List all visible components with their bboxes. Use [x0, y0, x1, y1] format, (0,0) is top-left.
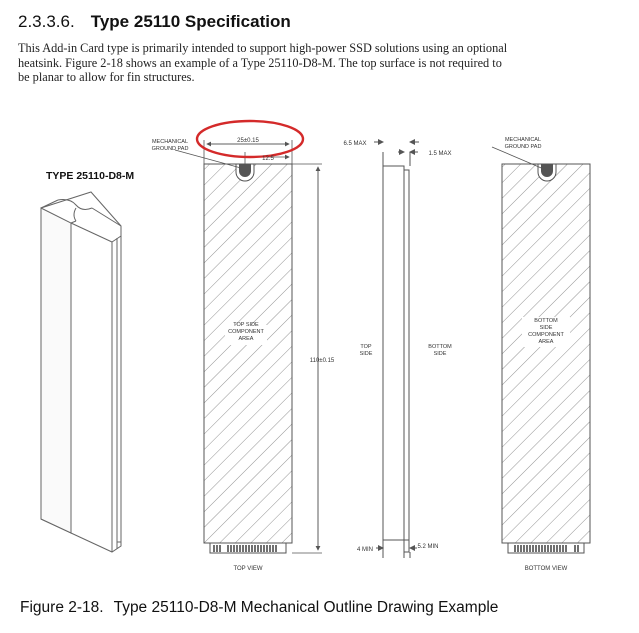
top-area-label: TOP SIDE: [233, 322, 259, 328]
top-area-label: COMPONENT: [228, 329, 264, 335]
min-dimension: 5.2 MIN: [417, 544, 439, 550]
top-side-label: TOP: [360, 344, 372, 350]
ground-pad-label: GROUND PAD: [504, 144, 542, 150]
figure-title: Type 25110-D8-M Mechanical Outline Drawing Example: [113, 599, 499, 616]
max-dimension: 1.5 MAX: [428, 151, 452, 157]
bottom-view-label: BOTTOM VIEW: [524, 566, 568, 572]
bottom-view-card: [492, 147, 590, 553]
bottom-side-label: SIDE: [433, 351, 447, 357]
top-side-label: SIDE: [359, 351, 373, 357]
type-label: TYPE 25110-D8-M: [46, 170, 135, 182]
figure-caption: [20, 599, 498, 617]
side-view: [374, 142, 419, 558]
section-title: Type 25110 Specification: [90, 12, 291, 31]
bottom-area-label: COMPONENT: [528, 332, 564, 338]
paragraph-line: heatsink. Figure 2-18 shows an example of a Type 25110-D8-M. The top surface is not required to: [18, 55, 502, 70]
bottom-area-label: AREA: [538, 339, 554, 345]
bottom-side-label: BOTTOM: [428, 344, 452, 350]
ground-pad-label: MECHANICAL: [504, 137, 542, 143]
section-number: 2.3.3.6.: [18, 12, 75, 31]
paragraph-line: This Add-in Card type is primarily intended to support high-power SSD solutions using an optional: [18, 41, 508, 55]
half-width-dimension: 12.5: [262, 156, 274, 162]
ground-pad-label: MECHANICAL: [151, 139, 189, 145]
width-dimension: 25±0.15: [237, 138, 259, 144]
ground-pad-label: GROUND PAD: [151, 146, 189, 152]
paragraph-line: be planar to allow for fin structures.: [18, 70, 195, 84]
bottom-area-label: SIDE: [539, 325, 553, 331]
isometric-card-drawing: [41, 192, 121, 552]
height-dimension: 110±0.15: [309, 358, 335, 364]
top-view-card: [204, 164, 292, 553]
max-dimension: 6.5 MAX: [343, 141, 367, 147]
top-area-label: AREA: [238, 336, 254, 342]
bottom-area-label: BOTTOM: [534, 318, 558, 324]
figure-number: Figure 2-18.: [20, 599, 104, 616]
min-dimension: 4 MIN: [356, 547, 374, 553]
top-view-label: TOP VIEW: [233, 566, 263, 572]
